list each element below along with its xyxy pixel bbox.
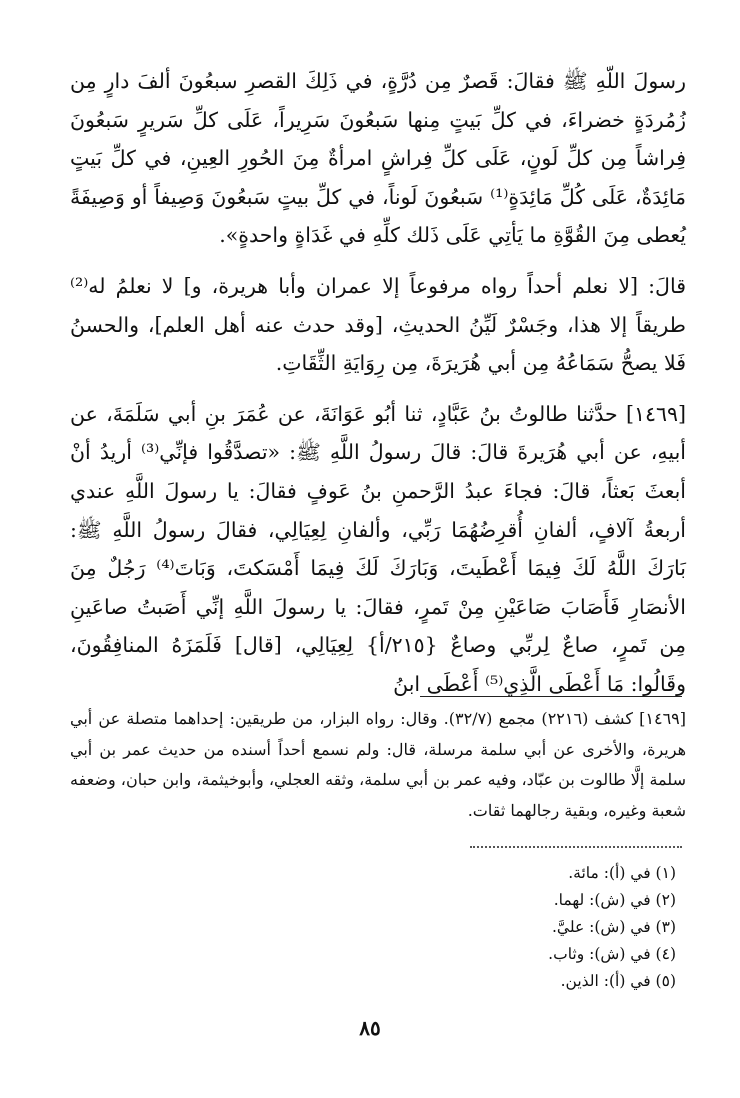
main-text xyxy=(70,62,686,704)
footnote-item: (٤) في (ش): وثاب. xyxy=(548,945,676,963)
paragraph-hadith-continuation: رسولَ اللّهِ ﷺ فقالَ: قَصرٌ مِن دُرَّةٍ، في ذَلِكَ القصرِ سبعُونَ ألفَ دارٍ مِن زُمُردَةٍ خضراءَ، في كلِّ بَيتٍ مِنها سَبعُونَ سَرِيراً، عَلَى كلِّ سَريرٍ سَبعُونَ فِراشاً مِن كلِّ لَونٍ، عَلَى كلِّ فِراشٍ امرأةٌ مِنَ الحُورِ العِينِ، في كلِّ بَيتٍ مَائِدَةٌ، عَلَى كُلِّ مَائِدَةٍ⁽¹⁾ سَبعُونَ لَوناً، في كلِّ بيتٍ سَبعُونَ وَصِيفاً أو وَصِيفَةً يُعطى مِنَ القُوَّةِ ما يَأتِي عَلَى ذَلك كلِّهِ في غَدَاةٍ واحدةٍ». xyxy=(70,69,686,248)
takhrij-note xyxy=(70,704,686,826)
page-number: ٨٥ xyxy=(359,1016,381,1040)
footnote-separator-line xyxy=(420,696,682,697)
footnote-item: (٥) في (أ): الذين. xyxy=(560,972,676,990)
footnote-item: (٢) في (ش): لهما. xyxy=(553,891,676,909)
footnote-list xyxy=(376,860,676,995)
footnote-item: (١) في (أ): مائة. xyxy=(568,864,676,882)
takhrij-note-text: [١٤٦٩] كشف (٢٢١٦) مجمع (٣٢/٧). وقال: رواه البزار، من طريقين: إحداهما متصلة عن أبي هريرة، والأخرى عن أبي سلمة مرسلة، قال: ولم نسمع أحداً أسنده من حديث عمر بن أبي سلمة إلَّا طالوت بن عبّاد، وفيه عمر بن أبي سلمة، وثقه العجلي، وأبوخيثمة، وابن حبان، وضعفه شعبة وغيره، وبقية رجالهما ثقات. xyxy=(70,709,687,820)
paragraph-hadith-1469: [١٤٦٩] حدَّثنا طالوتُ بنُ عَبَّادٍ، ثنا أبُو عَوَانَةَ، عن عُمَرَ بنِ أبي سَلَمَةَ، عن أبيهِ، عن أبي هُرَيرةَ قالَ: قالَ رسولُ اللَّهِ ﷺ: «تصدَّقُوا فإنِّي⁽³⁾ أريدُ أنْ أبعثَ بَعثاً، قالَ: فجاءَ عبدُ الرَّحمنِ بنُ عَوفٍ فقالَ: يا رسولَ اللَّهِ عندي أربعةُ آلافٍ، ألفانِ أُقرِضُهُمَا رَبِّي، وألفانِ لِعِيَالِي، فقالَ رسولُ اللَّهِ ﷺ: بَارَكَ اللَّهُ لَكَ فِيمَا أَعْطَيتَ، وَبَارَكَ لَكَ فِيمَا أَمْسَكتَ، وَبَاتَ⁽⁴⁾ رَجُلٌ مِنَ الأنصَارِ فَأَصَابَ صَاعَيْنِ مِنْ تَمرٍ، فقالَ: يا رسولَ اللَّهِ إنِّي أَصَبتُ صاعَينِ مِن تَمرٍ، صاعٌ لِربِّي وصاعٌ {٢١٥/أ} لِعِيَالِي، [قال] فَلَمَزَهُ المنافِقُونَ، وقَالُوا: مَا أَعْطَى الَّذِي⁽⁵⁾ أَعْطَى ابنُ xyxy=(70,401,686,696)
paragraph-commentary: قالَ: [لا نعلم أحداً رواه مرفوعاً إلا عمران وأبا هريرة، و] لا نعلمُ له⁽²⁾ طريقاً إلا هذا، وجَسْرٌ لَيِّنُ الحديثِ، [وقد حدث عنه أهل العلم]، والحسنُ فَلا يصحُّ سَمَاعُهُ مِن أبي هُرَيرَةَ، مِن رِوَايَةِ الثِّقَاتِ. xyxy=(70,273,686,376)
dotted-separator xyxy=(470,846,682,848)
footnote-item: (٣) في (ش): عليَّ. xyxy=(551,918,676,936)
